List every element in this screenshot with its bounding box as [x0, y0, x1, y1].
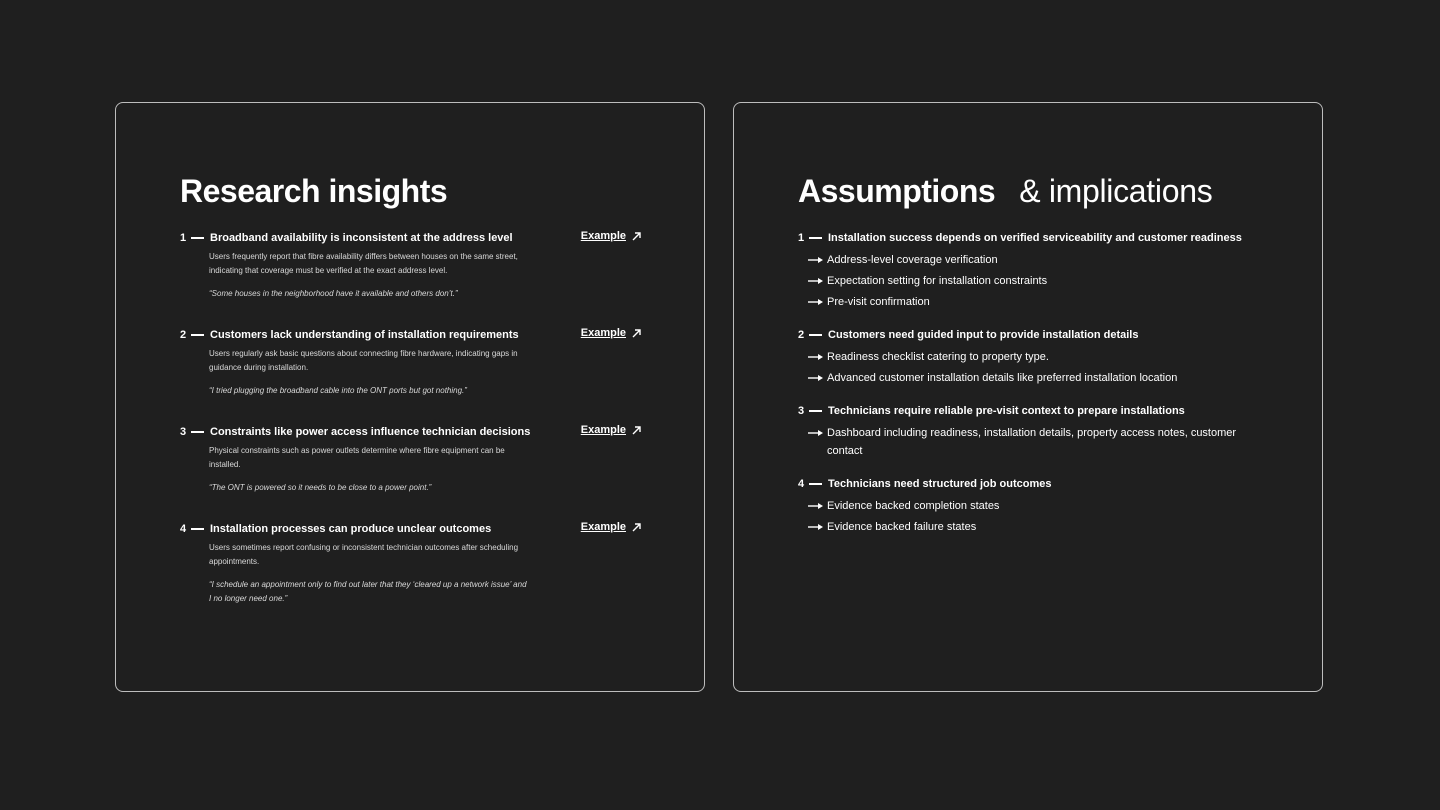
assumption-item — [798, 230, 1268, 311]
dash-divider — [809, 237, 822, 239]
example-link[interactable] — [581, 521, 642, 533]
implication-item — [808, 348, 1268, 366]
dash-divider — [809, 334, 822, 336]
arrow-right-icon — [808, 348, 827, 366]
insight-title-row — [180, 521, 650, 537]
research-insights-heading: Research insights — [180, 173, 448, 209]
arrow-right-icon — [808, 251, 827, 269]
insight-title: Broadband availability is inconsistent at the address level — [210, 232, 513, 244]
example-link-label: Example — [580, 521, 626, 533]
implication-list — [808, 251, 1268, 311]
insight-quote: “I tried plugging the broadband cable into the ONT ports but got nothing.” — [209, 386, 467, 395]
example-link[interactable] — [581, 424, 642, 436]
assumption-item — [798, 476, 1268, 536]
assumption-title-row — [798, 476, 1268, 492]
insight-item — [180, 230, 650, 301]
insight-quote: “Some houses in the neighborhood have it available and others don’t.” — [209, 289, 458, 298]
assumption-title: Customers need guided input to provide installation details — [828, 329, 1139, 341]
implication-item — [808, 272, 1268, 290]
insight-description: Users frequently report that fibre availability differs between houses on the same street, indicating that coverage must be verified at the exact address level. — [209, 252, 518, 275]
insight-quote: “I schedule an appointment only to find out later that they ‘cleared up a network issue’ and I no longer need one.” — [209, 580, 527, 603]
implication-list — [808, 424, 1268, 460]
dash-divider — [809, 410, 822, 412]
assumption-number: 2 — [798, 329, 805, 341]
implication-text: Evidence backed completion states — [827, 500, 1000, 512]
insight-description: Users sometimes report confusing or inconsistent technician outcomes after scheduling appointments. — [209, 543, 519, 566]
implication-item — [808, 251, 1268, 269]
assumptions-list — [798, 230, 1268, 552]
assumption-number: 4 — [798, 478, 805, 490]
assumption-item — [798, 403, 1268, 460]
assumption-number: 3 — [798, 405, 805, 417]
insight-title-row — [180, 327, 650, 343]
arrow-up-right-icon — [631, 231, 642, 242]
implication-item — [808, 518, 1268, 536]
insight-title: Installation processes can produce unclear outcomes — [210, 523, 492, 535]
insight-item — [180, 327, 650, 398]
insight-number: 1 — [180, 232, 187, 244]
assumptions-panel — [733, 102, 1323, 692]
insights-list — [180, 230, 650, 632]
assumption-title-row — [798, 403, 1268, 419]
implication-text: Readiness checklist catering to property type. — [827, 351, 1049, 363]
implication-text: Pre-visit confirmation — [827, 296, 930, 308]
insight-description: Users regularly ask basic questions about connecting fibre hardware, indicating gaps in guidance during installation. — [209, 349, 518, 372]
insight-title: Customers lack understanding of installation requirements — [210, 329, 519, 341]
assumptions-heading — [798, 171, 1212, 211]
research-insights-panel — [115, 102, 705, 692]
implication-text: Advanced customer installation details like preferred installation location — [827, 372, 1178, 384]
dash-divider — [191, 528, 204, 530]
implication-item — [808, 369, 1268, 387]
arrow-right-icon — [808, 497, 827, 515]
example-link-label: Example — [580, 424, 626, 436]
insight-number: 4 — [180, 523, 187, 535]
dash-divider — [191, 431, 204, 433]
assumption-title: Installation success depends on verified serviceability and customer readiness — [828, 232, 1242, 244]
arrow-up-right-icon — [631, 425, 642, 436]
implication-text: Expectation setting for installation constraints — [827, 275, 1048, 287]
assumption-number: 1 — [798, 232, 805, 244]
implication-list — [808, 497, 1268, 536]
dash-divider — [809, 483, 822, 485]
arrow-right-icon — [808, 518, 827, 536]
assumption-title: Technicians need structured job outcomes — [828, 478, 1052, 490]
assumption-title-row — [798, 327, 1268, 343]
example-link-label: Example — [580, 230, 626, 242]
arrow-right-icon — [808, 293, 827, 311]
arrow-right-icon — [808, 424, 827, 442]
insight-title-row — [180, 424, 650, 440]
implication-item — [808, 293, 1268, 311]
dash-divider — [191, 334, 204, 336]
implication-item — [808, 424, 1268, 460]
insight-number: 2 — [180, 329, 187, 341]
arrow-right-icon — [808, 369, 827, 387]
implication-list — [808, 348, 1268, 387]
insight-item — [180, 521, 650, 606]
arrow-up-right-icon — [631, 328, 642, 339]
insight-title: Constraints like power access influence technician decisions — [210, 426, 531, 438]
arrow-right-icon — [808, 272, 827, 290]
insight-description: Physical constraints such as power outlets determine where fibre equipment can be installed. — [209, 446, 505, 469]
example-link[interactable] — [581, 230, 642, 242]
implication-item — [808, 497, 1268, 515]
insight-title-row — [180, 230, 650, 246]
arrow-up-right-icon — [631, 522, 642, 533]
example-link[interactable] — [581, 327, 642, 339]
insight-quote: “The ONT is powered so it needs to be close to a power point.” — [209, 483, 432, 492]
insight-number: 3 — [180, 426, 187, 438]
insight-item — [180, 424, 650, 495]
assumption-title: Technicians require reliable pre-visit context to prepare installations — [828, 405, 1185, 417]
implication-text: Dashboard including readiness, installation details, property access notes, customer contact — [827, 427, 1237, 457]
implication-text: Address-level coverage verification — [827, 254, 998, 266]
heading-light: & implications — [1019, 173, 1213, 209]
example-link-label: Example — [580, 327, 626, 339]
heading-strong: Assumptions — [798, 173, 996, 209]
dash-divider — [191, 237, 204, 239]
assumption-title-row — [798, 230, 1268, 246]
implication-text: Evidence backed failure states — [827, 521, 977, 533]
assumption-item — [798, 327, 1268, 387]
